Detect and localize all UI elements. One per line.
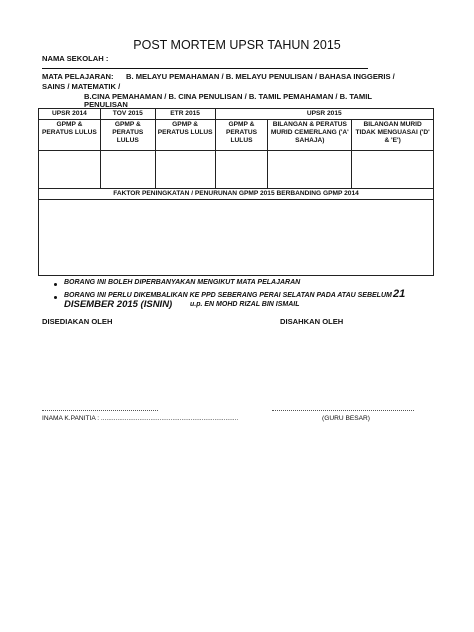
cell-upsr-2015-cemerlang[interactable]: [268, 151, 352, 189]
subheader-tidak-menguasai: BILANGAN MURID TIDAK MENGUASAI ('D' & 'E'): [352, 120, 434, 151]
bullet-icon: [54, 283, 57, 286]
page-title: POST MORTEM UPSR TAHUN 2015: [133, 38, 341, 52]
cell-upsr-2015-tidak-menguasai[interactable]: [352, 151, 434, 189]
approved-by-label: DISAHKAN OLEH: [280, 317, 344, 326]
header-etr-2015: ETR 2015: [155, 109, 215, 120]
note-copy: BORANG INI BOLEH DIPERBANYAKAN MENGIKUT MATA PELAJARAN: [64, 279, 301, 286]
header-upsr-2014: UPSR 2014: [39, 109, 101, 120]
prepared-signature-line[interactable]: [42, 410, 158, 411]
subjects-line-1: B. MELAYU PEMAHAMAN / B. MELAYU PENULISAN / BAHASA INGGERIS /: [126, 72, 395, 81]
subheader-cemerlang: BILANGAN & PERATUS MURID CEMERLANG ('A' SAHAJA): [268, 120, 352, 151]
school-label: NAMA SEKOLAH :: [42, 54, 109, 63]
head-teacher-label: (GURU BESAR): [322, 415, 370, 422]
note-return-date: DISEMBER 2015 (ISNIN): [64, 299, 173, 310]
panel-name-line: INAMA K.PANITIA : ...........................................................................: [42, 415, 239, 422]
note-attention: u.p. EN MOHD RIZAL BIN ISMAIL: [190, 301, 300, 308]
header-tov-2015: TOV 2015: [100, 109, 155, 120]
subjects-line-3: B.CINA PEMAHAMAN / B. CINA PENULISAN / B. TAMIL PEMAHAMAN / B. TAMIL: [84, 92, 372, 101]
cell-upsr-2014[interactable]: [39, 151, 101, 189]
subjects-label: MATA PELAJARAN:: [42, 72, 114, 81]
approved-signature-line[interactable]: [272, 410, 414, 411]
cell-upsr-2015-gpmp[interactable]: [215, 151, 268, 189]
bullet-icon: [54, 296, 57, 299]
subjects-line-4: PENULISAN: [84, 100, 128, 109]
subheader-gpmp-etr-2015: GPMP & PERATUS LULUS: [155, 120, 215, 151]
prepared-by-label: DISEDIAKAN OLEH: [42, 317, 113, 326]
subheader-gpmp-tov-2015: GPMP & PERATUS LULUS: [100, 120, 155, 151]
factor-content-area[interactable]: [39, 200, 434, 276]
note-return: BORANG INI PERLU DIKEMBALIKAN KE PPD SEBERANG PERAI SELATAN PADA ATAU SEBELUM: [64, 292, 392, 299]
subjects-line-2: SAINS / MATEMATIK /: [42, 82, 121, 91]
results-table: [38, 108, 434, 276]
factor-header: FAKTOR PENINGKATAN / PENURUNAN GPMP 2015 BERBANDING GPMP 2014: [39, 189, 434, 200]
subheader-gpmp-upsr-2014: GPMP & PERATUS LULUS: [39, 120, 101, 151]
cell-etr-2015[interactable]: [155, 151, 215, 189]
header-upsr-2015: UPSR 2015: [215, 109, 433, 120]
note-return-day: 21: [393, 288, 406, 300]
subheader-gpmp-upsr-2015: GPMP & PERATUS LULUS: [215, 120, 268, 151]
cell-tov-2015[interactable]: [100, 151, 155, 189]
school-name-line: [42, 68, 368, 69]
